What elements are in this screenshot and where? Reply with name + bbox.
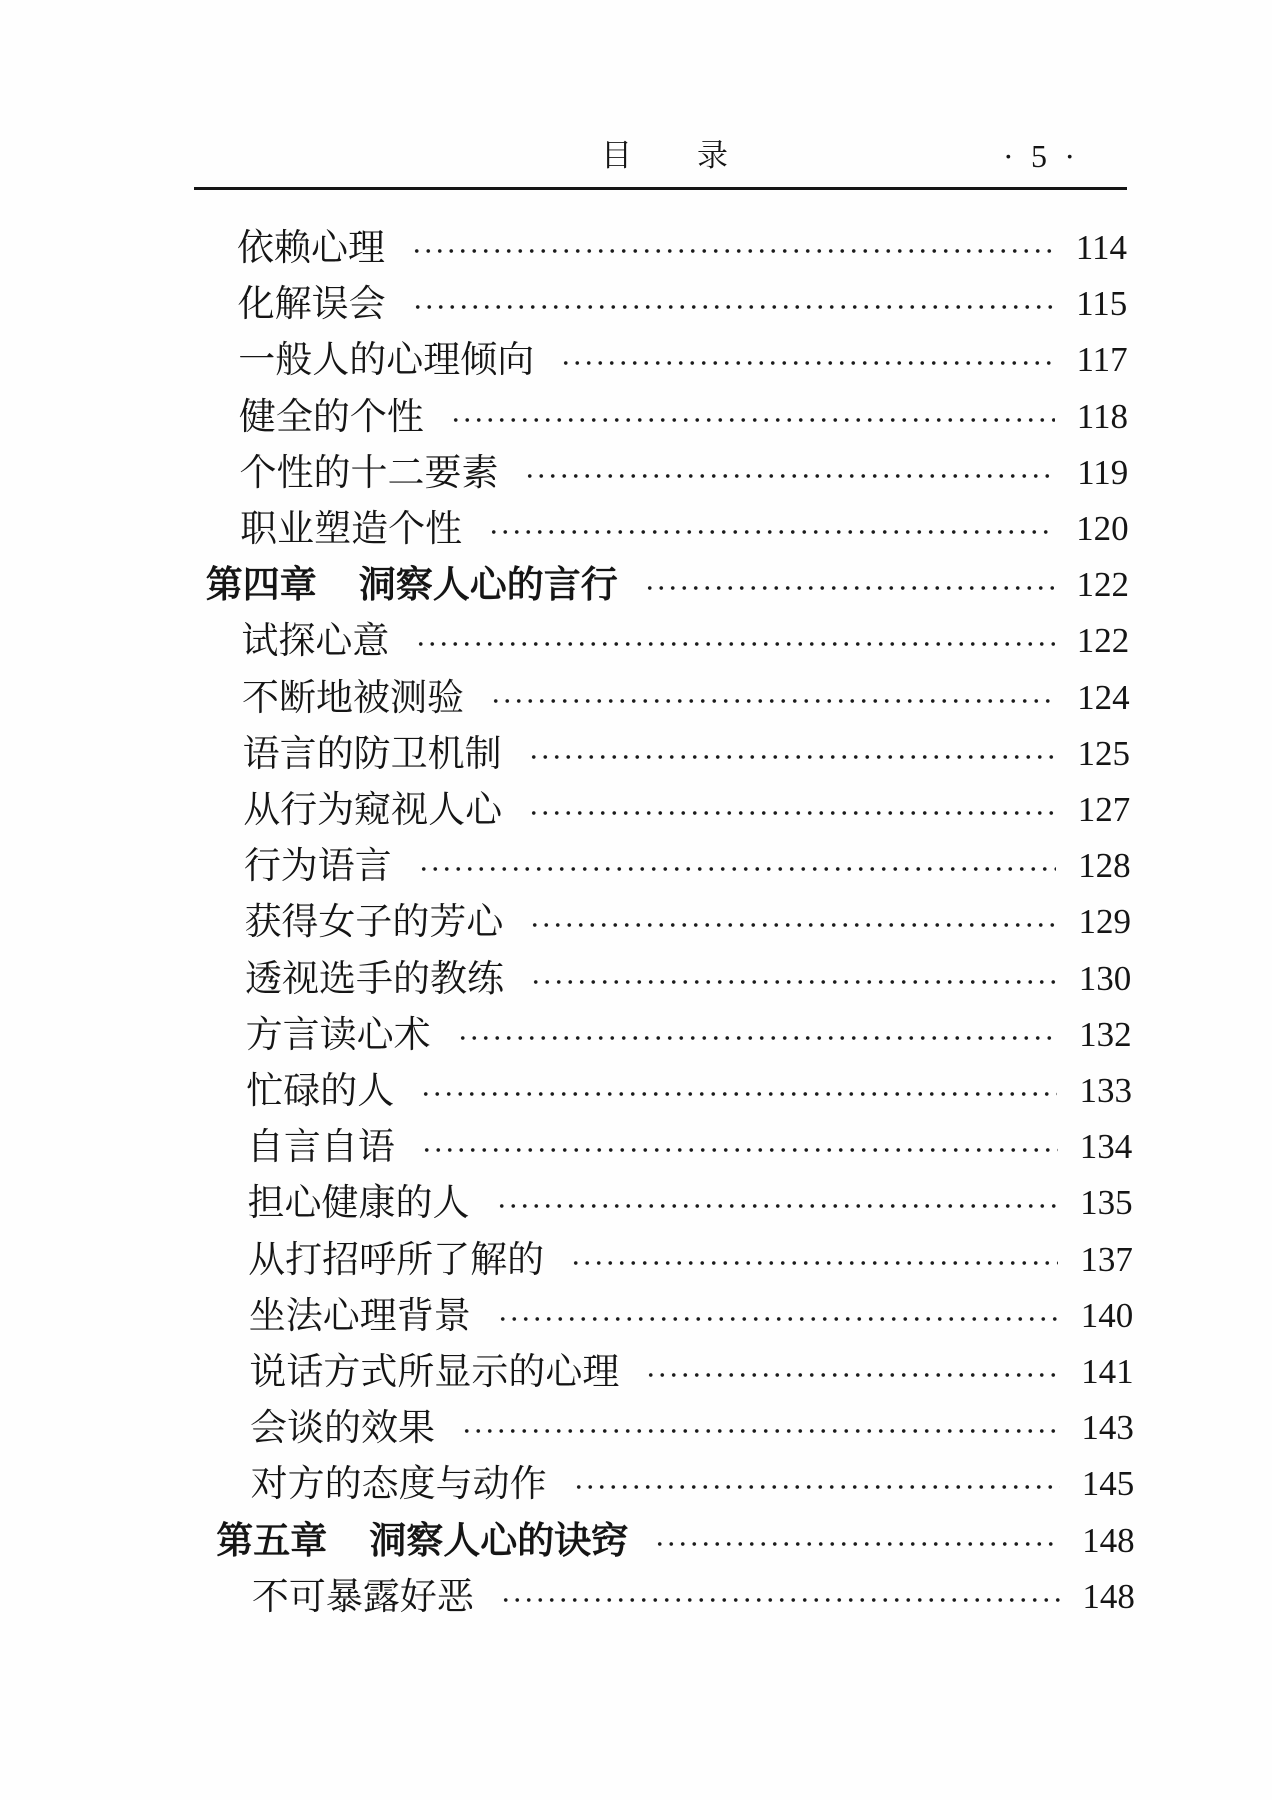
page-number: 130 bbox=[1078, 958, 1132, 998]
entry-title: 担心健康的人 bbox=[247, 1181, 470, 1225]
entry-title: 语言的防卫机制 bbox=[242, 731, 502, 775]
page-number: 117 bbox=[1076, 340, 1128, 380]
toc-entry bbox=[241, 618, 1129, 664]
page-number: 140 bbox=[1080, 1295, 1134, 1335]
entry-title: 个性的十二要素 bbox=[239, 450, 499, 494]
dot-leader bbox=[528, 809, 1056, 817]
page-number: 128 bbox=[1078, 846, 1131, 886]
dot-leader bbox=[418, 865, 1056, 873]
dot-leader bbox=[497, 1315, 1059, 1323]
toc-entry bbox=[243, 787, 1130, 833]
page-number: 148 bbox=[1082, 1520, 1135, 1560]
page-number: 115 bbox=[1076, 284, 1128, 324]
dot-leader bbox=[496, 1202, 1059, 1210]
entry-title: 化解误会 bbox=[237, 282, 386, 326]
dot-leader bbox=[560, 359, 1054, 367]
toc-entry bbox=[237, 225, 1127, 271]
page-number: 122 bbox=[1076, 621, 1130, 661]
dot-leader bbox=[457, 1034, 1057, 1042]
entry-title: 不断地被测验 bbox=[241, 675, 464, 719]
page-number: 137 bbox=[1080, 1239, 1133, 1279]
dot-leader bbox=[461, 1427, 1059, 1435]
page-number: 114 bbox=[1075, 228, 1127, 267]
dot-leader bbox=[645, 1371, 1059, 1379]
dot-leader bbox=[530, 978, 1057, 986]
dot-leader bbox=[573, 1483, 1060, 1491]
entry-title: 从行为窥视人心 bbox=[243, 788, 503, 831]
toc-entry bbox=[249, 1293, 1133, 1339]
dot-leader bbox=[415, 640, 1054, 648]
dot-leader bbox=[500, 1596, 1061, 1604]
dot-leader bbox=[450, 416, 1055, 424]
entry-title: 获得女子的芳心 bbox=[244, 900, 504, 944]
chapter-title: 洞察人心的诀窍 bbox=[369, 1518, 629, 1562]
toc-entry bbox=[242, 675, 1130, 721]
dot-leader bbox=[529, 921, 1056, 929]
entry-title: 职业塑造个性 bbox=[240, 507, 463, 550]
chapter-number: 第四章 bbox=[205, 563, 317, 607]
entry-title: 一般人的心理倾向 bbox=[238, 338, 535, 382]
toc-entry bbox=[249, 1349, 1133, 1395]
entry-title: 对方的态度与动作 bbox=[250, 1462, 547, 1506]
page-number: 148 bbox=[1082, 1576, 1135, 1616]
toc-entry bbox=[244, 843, 1131, 889]
entry-title: 方言读心术 bbox=[245, 1012, 431, 1056]
page-number: 134 bbox=[1079, 1127, 1133, 1167]
toc-entry bbox=[244, 899, 1131, 945]
toc-chapter-entry bbox=[216, 1518, 1134, 1564]
page-number: 132 bbox=[1079, 1014, 1132, 1054]
chapter-title: 洞察人心的言行 bbox=[358, 563, 618, 607]
entry-title: 行为语言 bbox=[243, 844, 392, 888]
chapter-number: 第五章 bbox=[216, 1518, 328, 1562]
toc-entry bbox=[246, 1068, 1132, 1114]
toc-entry bbox=[239, 394, 1128, 440]
page-number: 120 bbox=[1076, 509, 1129, 548]
entry-title: 健全的个性 bbox=[238, 394, 424, 438]
running-header-title: 目 录 bbox=[601, 138, 728, 174]
page-number: 125 bbox=[1077, 733, 1130, 773]
dot-leader bbox=[644, 584, 1055, 592]
dot-leader bbox=[488, 528, 1054, 536]
page-number: 122 bbox=[1076, 565, 1129, 605]
entry-title: 忙碌的人 bbox=[246, 1069, 395, 1112]
toc-entry bbox=[238, 281, 1128, 327]
dot-leader bbox=[421, 1146, 1058, 1154]
entry-title: 说话方式所显示的心理 bbox=[249, 1350, 620, 1393]
toc-entry bbox=[248, 1180, 1133, 1226]
toc-entry bbox=[243, 731, 1130, 777]
toc-entry bbox=[252, 1574, 1135, 1620]
toc-entry bbox=[247, 1124, 1132, 1170]
dot-leader bbox=[570, 1259, 1058, 1267]
dot-leader bbox=[420, 1090, 1057, 1098]
toc-entry bbox=[248, 1237, 1133, 1283]
toc-entry bbox=[245, 956, 1131, 1002]
page-number: 119 bbox=[1077, 452, 1129, 492]
entry-title: 坐法心理背景 bbox=[248, 1293, 471, 1337]
page-number: 143 bbox=[1081, 1408, 1134, 1448]
entry-title: 依赖心理 bbox=[237, 226, 385, 269]
toc-entry bbox=[240, 506, 1129, 552]
dot-leader bbox=[524, 472, 1055, 480]
toc-entry bbox=[251, 1461, 1135, 1507]
entry-title: 不可暴露好恶 bbox=[251, 1574, 474, 1618]
entry-title: 试探心意 bbox=[241, 619, 390, 663]
dot-leader bbox=[528, 753, 1056, 761]
entry-title: 从打招呼所了解的 bbox=[248, 1237, 545, 1281]
entry-title: 会谈的效果 bbox=[250, 1406, 436, 1450]
dot-leader bbox=[412, 303, 1055, 311]
page-number: 141 bbox=[1081, 1352, 1134, 1391]
entry-title: 透视选手的教练 bbox=[245, 956, 505, 1000]
page-number: 145 bbox=[1081, 1464, 1135, 1504]
toc-entry bbox=[238, 337, 1127, 383]
page-number: 133 bbox=[1079, 1071, 1132, 1110]
toc-entry bbox=[250, 1405, 1134, 1451]
dot-leader bbox=[654, 1540, 1060, 1548]
page-number: 124 bbox=[1077, 677, 1130, 717]
page-number: 129 bbox=[1078, 902, 1131, 942]
page-number: 118 bbox=[1076, 396, 1128, 436]
page-number: 135 bbox=[1080, 1183, 1133, 1223]
running-header-page-number: · 5 · bbox=[1003, 138, 1075, 174]
toc-entry bbox=[239, 450, 1128, 496]
dot-leader bbox=[490, 697, 1055, 705]
toc-entry bbox=[246, 1012, 1132, 1058]
page-number: 127 bbox=[1077, 790, 1131, 829]
dot-leader bbox=[411, 247, 1054, 255]
toc-chapter-entry bbox=[206, 562, 1129, 608]
entry-title: 自言自语 bbox=[246, 1125, 395, 1169]
